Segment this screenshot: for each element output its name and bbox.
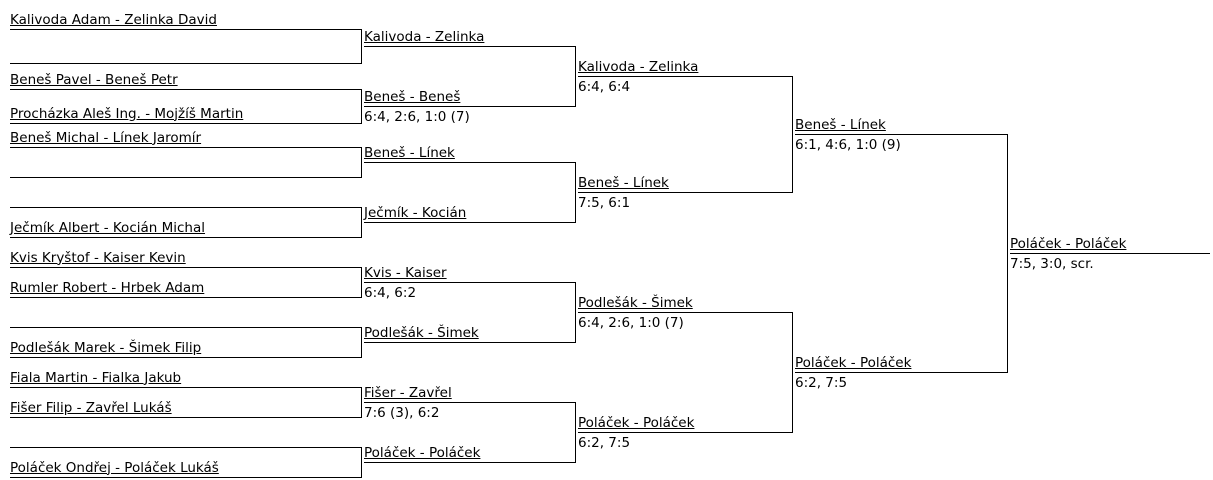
bracket-slot xyxy=(364,85,576,125)
bracket-slot xyxy=(10,396,362,418)
match-score: 7:5, 3:0, scr. xyxy=(1010,256,1094,272)
bracket-connector xyxy=(361,448,362,478)
bracket-slot xyxy=(364,321,576,343)
bracket-slot xyxy=(10,156,362,178)
bracket-connector xyxy=(361,388,362,418)
bracket-connector xyxy=(575,403,576,463)
bracket-connector xyxy=(361,208,362,238)
bracket-slot xyxy=(10,68,362,90)
bracket-connector xyxy=(1007,135,1008,373)
team-name[interactable]: Procházka Aleš Ing. - Mojžíš Martin xyxy=(10,105,244,122)
team-name[interactable]: Beneš Pavel - Beneš Petr xyxy=(10,71,178,88)
bracket-slot xyxy=(364,261,576,301)
match-score: 6:2, 7:5 xyxy=(578,435,631,451)
bracket-connector xyxy=(361,90,362,124)
team-name[interactable]: Beneš Michal - Línek Jaromír xyxy=(10,129,202,146)
bracket-slot xyxy=(10,8,362,30)
bracket-slot xyxy=(364,141,576,163)
match-score: 6:4, 6:2 xyxy=(364,285,417,301)
bracket-slot xyxy=(10,126,362,148)
team-name[interactable]: Kalivoda - Zelinka xyxy=(578,58,699,75)
team-name[interactable]: Fiala Martin - Fialka Jakub xyxy=(10,369,182,386)
bracket-slot xyxy=(578,55,793,95)
bracket-slot xyxy=(795,113,1008,153)
bracket-slot xyxy=(10,246,362,268)
bracket-slot xyxy=(364,381,576,421)
match-score: 6:4, 6:4 xyxy=(578,79,631,95)
team-name[interactable]: Ječmík - Kocián xyxy=(364,204,467,221)
match-score: 7:6 (3), 6:2 xyxy=(364,405,440,421)
bracket-slot xyxy=(10,426,362,448)
bracket-slot xyxy=(10,216,362,238)
team-name[interactable]: Fišer Filip - Zavřel Lukáš xyxy=(10,399,172,416)
team-name[interactable]: Kvis Kryštof - Kaiser Kevin xyxy=(10,249,186,266)
bracket-slot xyxy=(364,201,576,223)
bracket-slot xyxy=(10,456,362,478)
bracket-slot xyxy=(10,336,362,358)
match-score: 6:4, 2:6, 1:0 (7) xyxy=(364,109,470,125)
match-score: 6:2, 7:5 xyxy=(795,375,848,391)
team-name[interactable]: Poláček Ondřej - Poláček Lukáš xyxy=(10,459,219,476)
bracket-slot xyxy=(795,351,1008,391)
bracket-slot xyxy=(1010,232,1210,272)
bracket-connector xyxy=(575,163,576,223)
bracket-connector xyxy=(575,47,576,107)
bracket-slot xyxy=(10,102,362,124)
bracket-slot xyxy=(578,291,793,331)
team-name[interactable]: Podlešák - Šimek xyxy=(578,294,693,311)
bracket-slot xyxy=(10,276,362,298)
team-name[interactable]: Beneš - Línek xyxy=(795,116,886,133)
bracket-slot xyxy=(10,306,362,328)
match-score: 6:4, 2:6, 1:0 (7) xyxy=(578,315,684,331)
team-name[interactable]: Fišer - Zavřel xyxy=(364,384,452,401)
match-score: 6:1, 4:6, 1:0 (9) xyxy=(795,137,901,153)
bracket-slot xyxy=(10,186,362,208)
bracket-slot xyxy=(10,366,362,388)
bracket-slot xyxy=(578,411,793,451)
team-name[interactable]: Kalivoda - Zelinka xyxy=(364,28,485,45)
bracket-connector xyxy=(361,30,362,64)
bracket-connector xyxy=(361,328,362,358)
team-name[interactable]: Poláček - Poláček xyxy=(795,354,912,371)
team-name[interactable]: Poláček - Poláček xyxy=(1010,235,1127,252)
bracket-slot xyxy=(578,171,793,211)
bracket-connector xyxy=(361,148,362,178)
team-name[interactable]: Kalivoda Adam - Zelinka David xyxy=(10,11,217,28)
team-name[interactable]: Beneš - Línek xyxy=(578,174,669,191)
bracket-connector xyxy=(361,268,362,298)
team-name[interactable]: Poláček - Poláček xyxy=(578,414,695,431)
bracket-slot xyxy=(10,42,362,64)
team-name[interactable]: Podlešák - Šimek xyxy=(364,324,479,341)
team-name[interactable]: Ječmík Albert - Kocián Michal xyxy=(10,219,206,236)
bracket-slot xyxy=(364,441,576,463)
bracket-connector xyxy=(575,283,576,343)
team-name[interactable]: Rumler Robert - Hrbek Adam xyxy=(10,279,205,296)
team-name[interactable]: Poláček - Poláček xyxy=(364,444,481,461)
team-name[interactable]: Podlešák Marek - Šimek Filip xyxy=(10,339,202,356)
team-name[interactable]: Kvis - Kaiser xyxy=(364,264,447,281)
bracket-connector xyxy=(792,313,793,433)
team-name[interactable]: Beneš - Línek xyxy=(364,144,455,161)
match-score: 7:5, 6:1 xyxy=(578,195,631,211)
bracket-connector xyxy=(792,77,793,193)
team-name[interactable]: Beneš - Beneš xyxy=(364,88,461,105)
bracket-slot xyxy=(364,25,576,47)
